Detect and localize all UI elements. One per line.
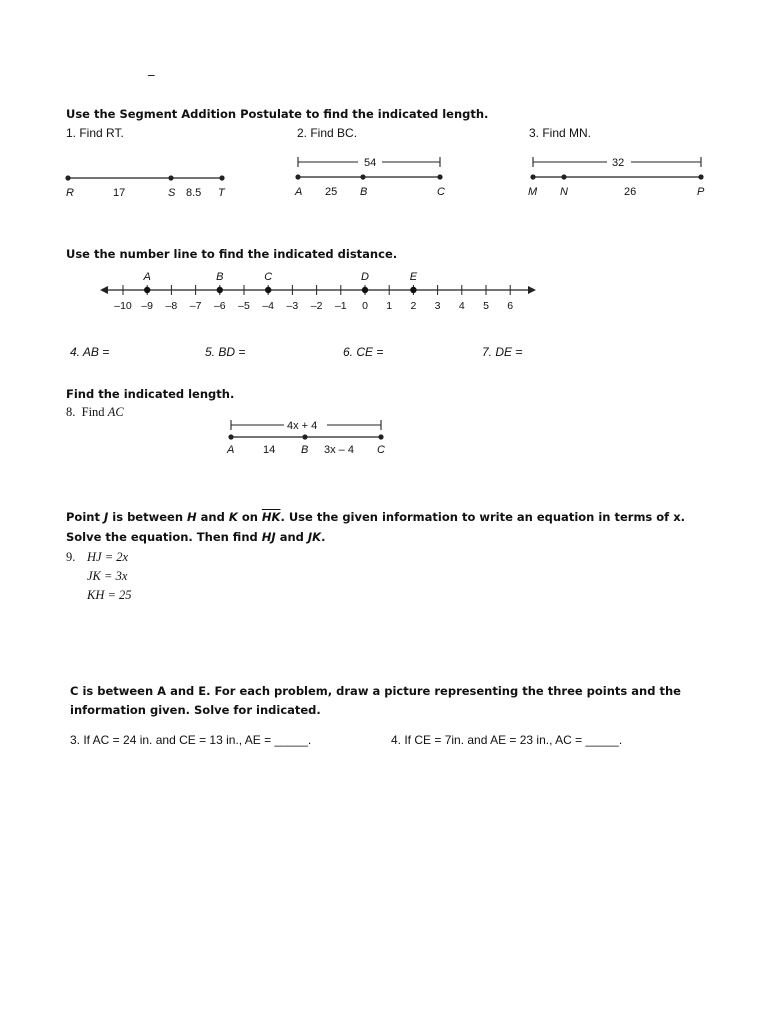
intro-text: on bbox=[241, 510, 258, 524]
total-length-ac: 54 bbox=[364, 157, 377, 169]
number-line-point-d bbox=[362, 287, 368, 293]
tick-label: –8 bbox=[165, 300, 178, 312]
var-jk: JK bbox=[307, 530, 322, 544]
problem9-number: 9. bbox=[66, 550, 76, 564]
question-6 bbox=[343, 345, 383, 359]
problem8-text: Find bbox=[81, 405, 105, 419]
given-kh: KH = 25 bbox=[87, 588, 132, 602]
question-5-expression: BD = bbox=[218, 345, 246, 359]
tick-label: –5 bbox=[238, 300, 250, 312]
question-4-expression: AB = bbox=[82, 345, 110, 359]
point-s bbox=[168, 175, 173, 180]
point-t bbox=[219, 175, 224, 180]
label-c: C bbox=[437, 186, 445, 198]
tick-label: 3 bbox=[434, 300, 441, 312]
intro-text: and bbox=[200, 510, 225, 524]
segment-diagram-rt bbox=[60, 168, 240, 202]
tick-label: –7 bbox=[189, 300, 202, 312]
section3-heading: Find the indicated length. bbox=[66, 387, 235, 401]
tick-label: 1 bbox=[386, 300, 393, 312]
segment-hk: $\overline{HK}$ bbox=[261, 510, 281, 524]
section1-heading: Use the Segment Addition Postulate to find the indicated length. bbox=[66, 107, 489, 121]
question-5 bbox=[205, 345, 245, 359]
tick-label: –2 bbox=[310, 300, 323, 312]
var-k: K bbox=[228, 510, 238, 524]
tick-label: –10 bbox=[114, 300, 132, 312]
tick-label: –1 bbox=[334, 300, 347, 312]
segment-bc-expression: 3x – 4 bbox=[324, 444, 354, 456]
point-p bbox=[698, 174, 703, 179]
question-7-number: 7. bbox=[482, 345, 493, 359]
number-line-point-b bbox=[217, 287, 223, 293]
problem2-label: 2. Find BC. bbox=[297, 126, 358, 140]
question-6-number: 6. bbox=[343, 345, 354, 359]
point-c bbox=[378, 434, 383, 439]
tick-label: 6 bbox=[507, 300, 514, 312]
label-t: T bbox=[218, 187, 225, 199]
problem3-label: 3. Find MN. bbox=[529, 126, 592, 140]
tick-label: 4 bbox=[458, 300, 465, 312]
tick-label: –4 bbox=[262, 300, 275, 312]
question-5-number: 5. bbox=[205, 345, 216, 359]
section2-heading: Use the number line to find the indicated distance. bbox=[66, 247, 398, 261]
problem8-label bbox=[66, 405, 124, 420]
point-c bbox=[437, 174, 442, 179]
label-n: N bbox=[560, 186, 568, 198]
top-mark: _ bbox=[148, 62, 155, 77]
question-7 bbox=[482, 345, 522, 359]
right-arrow-icon bbox=[528, 286, 536, 294]
var-hj: HJ bbox=[261, 530, 276, 544]
label-b: B bbox=[301, 444, 309, 456]
number-line-label-e: E bbox=[409, 271, 418, 283]
label-p: P bbox=[697, 186, 705, 198]
tick-label: 2 bbox=[410, 300, 417, 312]
number-line-label-a: A bbox=[143, 271, 151, 283]
label-b: B bbox=[360, 186, 368, 198]
label-m: M bbox=[528, 186, 538, 198]
instruction-text: . bbox=[321, 530, 326, 544]
segment-diagram-ac bbox=[224, 414, 394, 460]
given-hj: HJ = 2x bbox=[87, 550, 129, 564]
question-4 bbox=[70, 345, 109, 359]
segment-st-length: 8.5 bbox=[186, 187, 202, 199]
section5-line2: information given. Solve for indicated. bbox=[70, 703, 321, 717]
tick-label: 0 bbox=[362, 300, 368, 312]
problem1-label: 1. Find RT. bbox=[66, 126, 124, 140]
var-h: H bbox=[187, 510, 197, 524]
number-line-point-e bbox=[410, 287, 416, 293]
segment-rs-length: 17 bbox=[113, 187, 126, 199]
label-a: A bbox=[227, 444, 235, 456]
section5-line1: C is between A and E. For each problem, draw a picture representing the three points and the bbox=[70, 684, 681, 698]
label-r: R bbox=[66, 187, 74, 199]
problem8-number: 8. bbox=[66, 405, 76, 419]
question-4-ac: 4. If CE = 7in. and AE = 23 in., AC = _____. bbox=[391, 733, 623, 747]
instruction-text: and bbox=[279, 530, 304, 544]
number-line-point-c bbox=[265, 287, 271, 293]
section4-line2 bbox=[66, 530, 325, 544]
point-m bbox=[530, 174, 535, 179]
total-length-mp: 32 bbox=[612, 157, 625, 169]
total-length-ac-expression: 4x + 4 bbox=[287, 420, 318, 432]
point-r bbox=[65, 175, 70, 180]
segment-np-length: 26 bbox=[624, 186, 637, 198]
label-c: C bbox=[377, 444, 385, 456]
number-line-label-b: B bbox=[216, 271, 224, 283]
number-line-label-c: C bbox=[264, 271, 273, 283]
label-a: A bbox=[295, 186, 303, 198]
point-n bbox=[561, 174, 566, 179]
intro-text: Point bbox=[66, 510, 100, 524]
tick-label: –9 bbox=[141, 300, 154, 312]
point-a bbox=[228, 434, 233, 439]
point-a bbox=[295, 174, 300, 179]
point-b bbox=[302, 434, 307, 439]
label-s: S bbox=[168, 187, 176, 199]
tick-label: –6 bbox=[213, 300, 226, 312]
segment-ab-length: 14 bbox=[263, 444, 276, 456]
tick-label: 5 bbox=[483, 300, 489, 312]
intro-text: is between bbox=[112, 510, 184, 524]
intro-text: . Use the given information to write an equation in terms of x. bbox=[280, 510, 685, 524]
tick-label: –3 bbox=[286, 300, 299, 312]
question-3-ae: 3. If AC = 24 in. and CE = 13 in., AE = _____. bbox=[70, 733, 312, 747]
left-arrow-icon bbox=[100, 286, 108, 294]
given-jk: JK = 3x bbox=[87, 569, 128, 583]
instruction-text: Solve the equation. Then find bbox=[66, 530, 258, 544]
point-b bbox=[360, 174, 365, 179]
section4-line1 bbox=[66, 510, 685, 524]
question-4-number: 4. bbox=[70, 345, 81, 359]
problem8-var: AC bbox=[107, 405, 124, 419]
segment-diagram-bc bbox=[290, 152, 450, 202]
number-line bbox=[100, 266, 540, 318]
question-7-expression: DE = bbox=[495, 345, 523, 359]
segment-ab-length: 25 bbox=[325, 186, 338, 198]
var-j: J bbox=[103, 510, 109, 524]
number-line-label-d: D bbox=[361, 271, 369, 283]
number-line-point-a bbox=[144, 287, 150, 293]
segment-diagram-mn bbox=[525, 152, 715, 202]
question-6-expression: CE = bbox=[356, 345, 384, 359]
